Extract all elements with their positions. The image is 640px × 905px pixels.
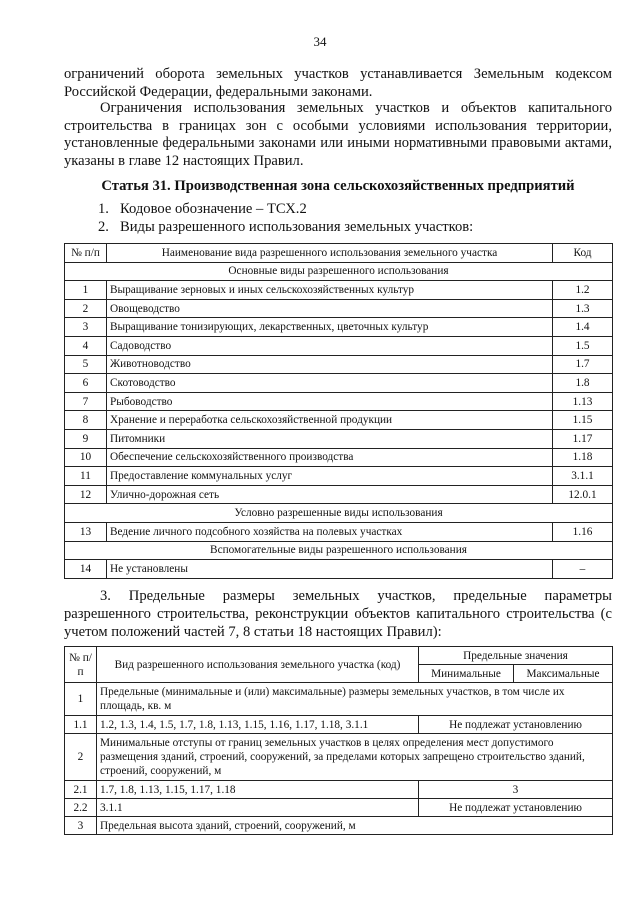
row-num: 8	[65, 411, 107, 430]
row-name: Питомники	[107, 429, 553, 448]
row-text: Предельная высота зданий, строений, сооружений, м	[97, 817, 613, 835]
row-name: Обеспечение сельскохозяйственного производства	[107, 448, 553, 467]
row-code: 1.5	[553, 336, 613, 355]
row-codes: 1.2, 1.3, 1.4, 1.5, 1.7, 1.8, 1.13, 1.15, 1.16, 1.17, 1.18, 3.1.1	[97, 716, 419, 734]
row-num: 11	[65, 467, 107, 486]
row-name: Выращивание тонизирующих, лекарственных, цветочных культур	[107, 318, 553, 337]
table-header-row	[65, 647, 613, 665]
row-num: 10	[65, 448, 107, 467]
row-code: 1.3	[553, 299, 613, 318]
row-num: 12	[65, 485, 107, 504]
row-code: 1.13	[553, 392, 613, 411]
row-num: 7	[65, 392, 107, 411]
row-num: 2	[65, 734, 97, 781]
header-type: Вид разрешенного использования земельного участка (код)	[97, 647, 419, 683]
row-code: 1.17	[553, 429, 613, 448]
table-row	[65, 716, 613, 734]
table-row	[65, 734, 613, 781]
list-item-text: Кодовое обозначение – ТСХ.2	[120, 201, 307, 217]
row-code: 1.16	[553, 522, 613, 541]
row-num: 5	[65, 355, 107, 374]
row-value: Не подлежат установлению	[419, 716, 613, 734]
row-name: Улично-дорожная сеть	[107, 485, 553, 504]
row-code: 1.15	[553, 411, 613, 430]
paragraph-1: ограничений оборота земельных участков устанавливается Земельным кодексом Российской Федерации, федеральными законами.	[64, 66, 612, 100]
row-code: 1.8	[553, 374, 613, 393]
row-num: 2.2	[65, 799, 97, 817]
list-item-number: 1.	[98, 201, 109, 217]
row-codes: 1.7, 1.8, 1.13, 1.15, 1.17, 1.18	[97, 781, 419, 799]
article-heading: Статья 31. Производственная зона сельскохозяйственных предприятий	[101, 178, 575, 194]
section-row	[65, 262, 613, 281]
header-name: Наименование вида разрешенного использования земельного участка	[107, 244, 553, 263]
table-row	[65, 281, 613, 300]
table-row	[65, 392, 613, 411]
row-num: 9	[65, 429, 107, 448]
row-num: 1	[65, 281, 107, 300]
row-code: 1.2	[553, 281, 613, 300]
row-value: Не подлежат установлению	[419, 799, 613, 817]
section-conditional: Условно разрешенные виды использования	[65, 504, 613, 523]
list-item	[98, 219, 473, 236]
header-limits: Предельные значения	[419, 647, 613, 665]
row-num: 1.1	[65, 716, 97, 734]
header-min: Минимальные	[419, 665, 514, 683]
row-text: Минимальные отступы от границ земельных участков в целях определения мест допустимого размещения зданий, строений, сооружений, за пределами которых запрещено строительство зданий, строений, сооружений, м	[97, 734, 613, 781]
table-row	[65, 299, 613, 318]
row-name: Животноводство	[107, 355, 553, 374]
permitted-use-table	[64, 243, 613, 579]
table-row	[65, 374, 613, 393]
row-name: Выращивание зерновых и иных сельскохозяйственных культур	[107, 281, 553, 300]
row-code: 12.0.1	[553, 485, 613, 504]
paragraph-2: Ограничения использования земельных участков и объектов капитального строительства в границах зон с особыми условиями использования территории, установленные федеральными законами или иными нормативными правовыми актами, указаны в главе 12 настоящих Правил.	[64, 100, 612, 169]
row-code: 3.1.1	[553, 467, 613, 486]
table-row	[65, 467, 613, 486]
header-num: № п/п	[65, 647, 97, 683]
table-row	[65, 485, 613, 504]
row-text: Предельные (минимальные и (или) максимальные) размеры земельных участков, в том числе их площадь, кв. м	[97, 683, 613, 716]
limits-table	[64, 646, 613, 835]
table-row	[65, 522, 613, 541]
header-num: № п/п	[65, 244, 107, 263]
table-row	[65, 336, 613, 355]
row-num: 6	[65, 374, 107, 393]
table-row	[65, 318, 613, 337]
table-row	[65, 817, 613, 835]
row-num: 3	[65, 318, 107, 337]
list-item-text: Виды разрешенного использования земельных участков:	[120, 219, 474, 235]
section-row	[65, 541, 613, 560]
row-num: 1	[65, 683, 97, 716]
header-max: Максимальные	[514, 665, 613, 683]
section-row	[65, 504, 613, 523]
row-num: 13	[65, 522, 107, 541]
row-codes: 3.1.1	[97, 799, 419, 817]
table-row	[65, 448, 613, 467]
row-num: 2	[65, 299, 107, 318]
table-row	[65, 355, 613, 374]
paragraph-3: 3. Предельные размеры земельных участков, предельные параметры разрешенного строительства, реконструкции объектов капитального строительства (с учетом положений частей 7, 8 статьи 18 настоящих Правил):	[64, 588, 612, 640]
page-number: 34	[313, 34, 327, 49]
row-num: 3	[65, 817, 97, 835]
section-main: Основные виды разрешенного использования	[65, 262, 613, 281]
list-item-number: 2.	[98, 219, 109, 235]
row-name: Скотоводство	[107, 374, 553, 393]
table-row	[65, 429, 613, 448]
row-name: Садоводство	[107, 336, 553, 355]
row-value: 3	[419, 781, 613, 799]
row-name: Предоставление коммунальных услуг	[107, 467, 553, 486]
row-code: –	[553, 560, 613, 579]
row-name: Не установлены	[107, 560, 553, 579]
table-row	[65, 683, 613, 716]
table-header-row	[65, 244, 613, 263]
row-num: 14	[65, 560, 107, 579]
row-name: Ведение личного подсобного хозяйства на полевых участках	[107, 522, 553, 541]
row-name: Овощеводство	[107, 299, 553, 318]
list-item	[98, 201, 307, 218]
section-auxiliary: Вспомогательные виды разрешенного использования	[65, 541, 613, 560]
row-name: Хранение и переработка сельскохозяйственной продукции	[107, 411, 553, 430]
header-code: Код	[553, 244, 613, 263]
table-row	[65, 799, 613, 817]
row-name: Рыбоводство	[107, 392, 553, 411]
table-row	[65, 411, 613, 430]
table-row	[65, 560, 613, 579]
table-row	[65, 781, 613, 799]
row-code: 1.4	[553, 318, 613, 337]
row-code: 1.7	[553, 355, 613, 374]
row-num: 2.1	[65, 781, 97, 799]
row-code: 1.18	[553, 448, 613, 467]
row-num: 4	[65, 336, 107, 355]
